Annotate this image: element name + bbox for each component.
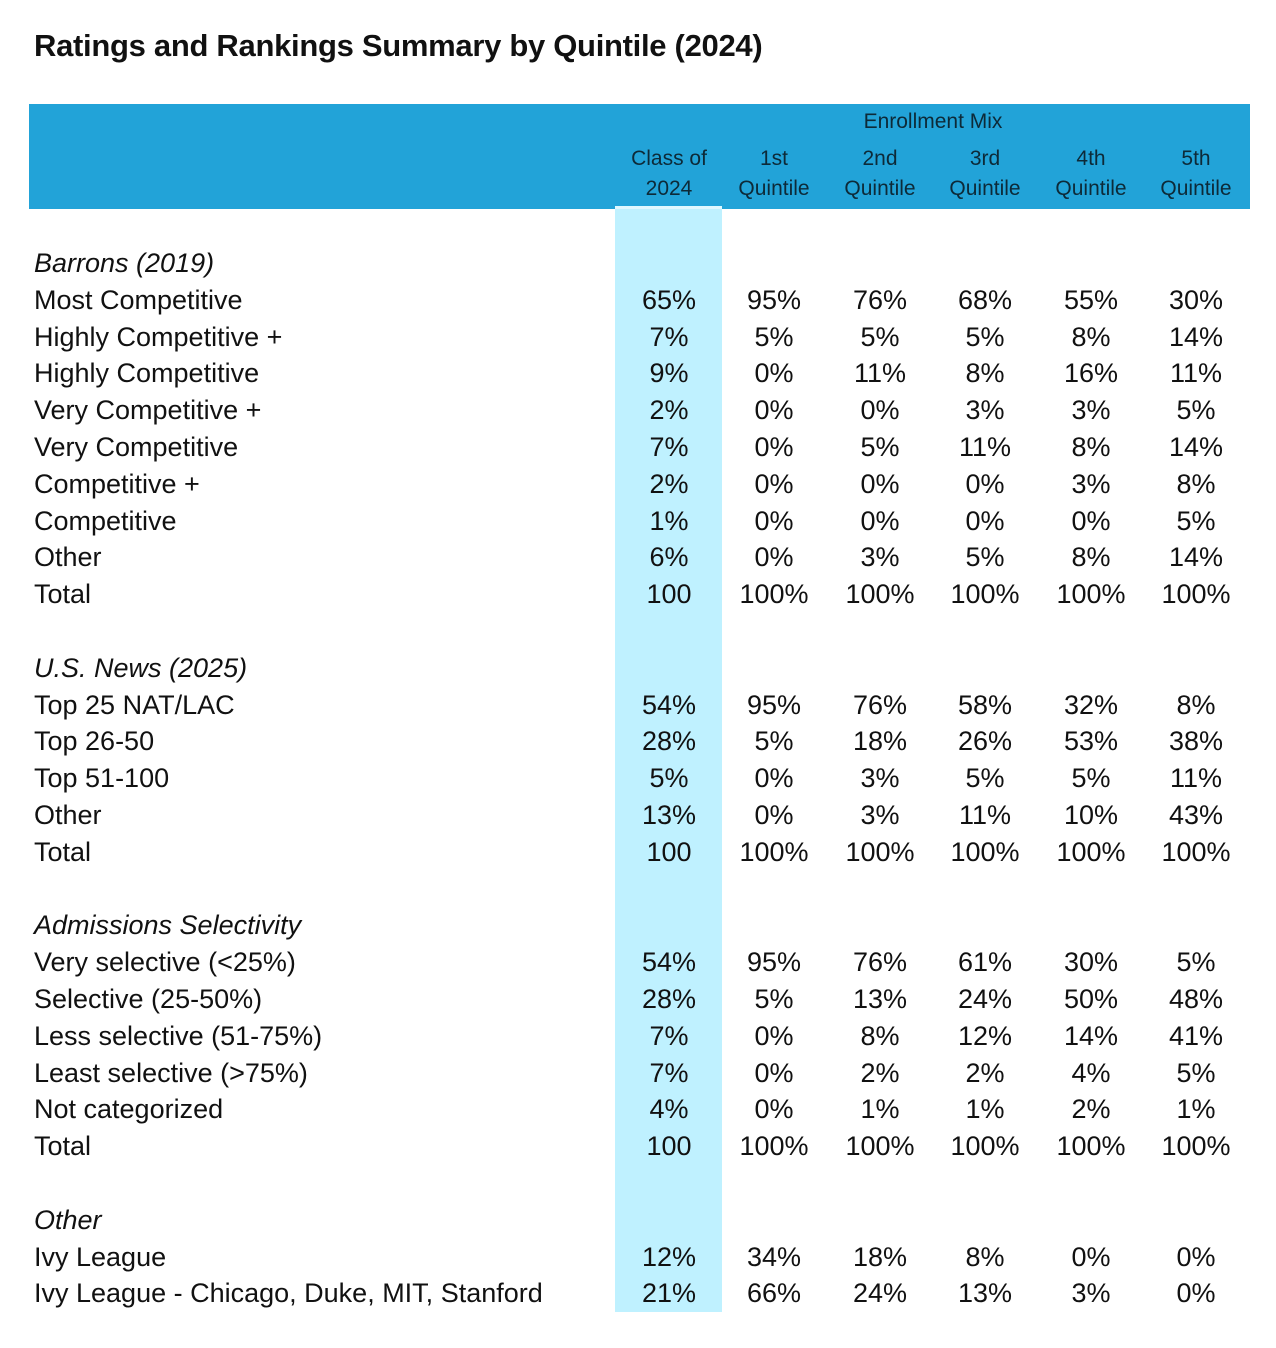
table-cell: 7% (649, 1057, 689, 1088)
table-row (0, 432, 1276, 469)
table-cell: 34% (746, 1241, 802, 1272)
table-cell: 28% (641, 984, 697, 1014)
table-cell: 5% (965, 763, 1005, 794)
table-cell: 8% (1176, 689, 1216, 720)
table-cell: 24% (957, 984, 1013, 1014)
table-row (0, 837, 1276, 874)
table-cell: 14% (1168, 432, 1224, 462)
table-cell: 0% (754, 432, 794, 462)
table-cell: 65% (641, 284, 697, 315)
column-header (827, 144, 933, 204)
table-cell: 53% (1063, 726, 1119, 757)
table-cell: 5% (860, 432, 900, 462)
column-header-line2: Quintile (949, 177, 1021, 200)
table-row (0, 579, 1276, 616)
table-cell: 41% (1168, 1020, 1224, 1051)
table-cell: 1% (965, 1094, 1005, 1125)
table-cell: 100% (950, 836, 1020, 867)
table-cell: 14% (1063, 1020, 1119, 1051)
table-cell: 0% (754, 1020, 794, 1051)
table-cell: 32% (1063, 689, 1119, 720)
table-row (0, 542, 1276, 579)
table-cell: 100% (1161, 836, 1231, 867)
table-cell: 55% (1063, 284, 1119, 315)
column-header-line2: Quintile (1160, 177, 1232, 200)
section-heading: Admissions Selectivity (34, 910, 302, 941)
table-cell: 7% (649, 432, 689, 462)
table-cell: 2% (649, 395, 689, 426)
table-cell: 0% (754, 468, 794, 499)
table-cell: 48% (1168, 984, 1224, 1014)
table-cell: 1% (860, 1094, 900, 1125)
table-row (0, 1278, 1276, 1315)
table-cell: 3% (860, 763, 900, 794)
table-row (0, 947, 1276, 984)
table-cell: 16% (1063, 358, 1119, 389)
row-label: Competitive + (34, 468, 200, 499)
table-cell: 43% (1168, 800, 1224, 830)
table-cell: 5% (1176, 505, 1216, 536)
table-cell: 6% (649, 542, 689, 573)
table-cell: 7% (649, 321, 689, 352)
table-cell: 13% (641, 800, 697, 830)
table-cell: 0% (965, 505, 1005, 536)
table-row (0, 726, 1276, 763)
table-cell: 2% (860, 1057, 900, 1088)
table-cell: 5% (754, 984, 794, 1014)
table-cell: 100% (739, 579, 809, 610)
table-cell: 95% (746, 284, 802, 315)
table-cell: 0% (860, 505, 900, 536)
row-label: Most Competitive (34, 284, 243, 315)
table-cell: 100% (1056, 836, 1126, 867)
table-cell: 100% (950, 1131, 1020, 1162)
table-row (0, 1242, 1276, 1279)
table-cell: 68% (957, 284, 1013, 315)
table-cell: 76% (852, 689, 908, 720)
table-cell: 0% (860, 468, 900, 499)
table-cell: 66% (746, 1278, 802, 1309)
column-header (1038, 144, 1144, 204)
table-cell: 100% (1161, 1131, 1231, 1162)
column-header (721, 144, 827, 204)
table-title: Ratings and Rankings Summary by Quintile (2024) (34, 28, 763, 63)
table-row (0, 322, 1276, 359)
row-label: Top 25 NAT/LAC (34, 689, 235, 720)
table-cell: 5% (649, 763, 689, 794)
table-cell: 1% (1176, 1094, 1216, 1125)
table-cell: 100% (950, 579, 1020, 610)
table-cell: 54% (641, 947, 697, 978)
table-cell: 58% (957, 689, 1013, 720)
table-cell: 5% (1176, 947, 1216, 978)
table-cell: 0% (754, 542, 794, 573)
table-cell: 11% (1169, 763, 1223, 794)
table-cell: 76% (852, 284, 908, 315)
column-header (616, 144, 722, 204)
table-cell: 3% (1071, 395, 1111, 426)
table-cell: 3% (1071, 468, 1111, 499)
table-row (0, 469, 1276, 506)
table-cell: 38% (1168, 726, 1224, 757)
table-cell: 0% (754, 358, 794, 389)
column-header-line1: 3rd (969, 147, 1001, 170)
row-label: Very Competitive (34, 432, 239, 462)
table-cell: 50% (1063, 984, 1119, 1014)
table-cell: 8% (1071, 321, 1111, 352)
table-cell: 100% (845, 579, 915, 610)
column-header-line2: Quintile (1055, 177, 1127, 200)
table-cell: 100% (1056, 1131, 1126, 1162)
table-row (0, 800, 1276, 837)
section-heading-row (0, 248, 1276, 285)
table-cell: 0% (860, 395, 900, 426)
table-row (0, 984, 1276, 1021)
table-cell: 30% (1168, 284, 1224, 315)
column-header-line2: Quintile (738, 177, 810, 200)
table-row (0, 1058, 1276, 1095)
table-cell: 100 (646, 579, 692, 610)
table-row (0, 1131, 1276, 1168)
row-label: Top 26-50 (34, 726, 155, 757)
row-label: Very Competitive + (34, 395, 262, 426)
column-header (932, 144, 1038, 204)
table-row (0, 285, 1276, 322)
table-cell: 8% (860, 1020, 900, 1051)
row-label: Least selective (>75%) (34, 1057, 308, 1088)
table-cell: 5% (1071, 763, 1111, 794)
table-cell: 100% (1161, 579, 1231, 610)
table-cell: 9% (649, 358, 689, 389)
table-cell: 0% (754, 1094, 794, 1125)
row-label: Total (34, 579, 92, 610)
table-cell: 2% (649, 468, 689, 499)
table-cell: 11% (1169, 358, 1223, 389)
table-cell: 5% (860, 321, 900, 352)
table-cell: 8% (1176, 468, 1216, 499)
table-cell: 100 (646, 1131, 692, 1162)
table-cell: 30% (1063, 947, 1119, 978)
table-cell: 18% (852, 1241, 908, 1272)
table-row (0, 395, 1276, 432)
table-cell: 0% (1071, 1241, 1111, 1272)
table-cell: 3% (860, 542, 900, 573)
row-label: Very selective (<25%) (34, 947, 296, 978)
row-label: Top 51-100 (34, 763, 170, 794)
table-cell: 0% (1176, 1241, 1216, 1272)
column-header-line1: 2nd (862, 147, 898, 170)
table-cell: 8% (965, 1241, 1005, 1272)
table-row (0, 763, 1276, 800)
row-label: Total (34, 836, 92, 867)
table-cell: 4% (1071, 1057, 1111, 1088)
table-row (0, 1094, 1276, 1131)
table-cell: 8% (965, 358, 1005, 389)
enrollment-mix-label: Enrollment Mix (863, 110, 1003, 133)
table-cell: 5% (754, 321, 794, 352)
column-header-line1: 1st (759, 147, 788, 170)
row-label: Other (34, 800, 102, 830)
table-row (0, 506, 1276, 543)
table-cell: 28% (641, 726, 697, 757)
table-cell: 8% (1071, 542, 1111, 573)
table-cell: 7% (649, 1020, 689, 1051)
row-label: Highly Competitive (34, 358, 260, 389)
highlight-top-edge (615, 206, 722, 209)
column-header (1143, 144, 1249, 204)
table-cell: 5% (965, 321, 1005, 352)
table-row (0, 358, 1276, 395)
table-row (0, 1021, 1276, 1058)
table-cell: 21% (641, 1278, 697, 1309)
table-cell: 100% (1056, 579, 1126, 610)
table-cell: 2% (1071, 1094, 1111, 1125)
section-heading-row (0, 910, 1276, 947)
table-cell: 95% (746, 947, 802, 978)
table-cell: 3% (1071, 1278, 1111, 1309)
table-cell: 0% (754, 395, 794, 426)
table-cell: 0% (754, 1057, 794, 1088)
table-cell: 3% (965, 395, 1005, 426)
table-cell: 0% (1071, 505, 1111, 536)
section-heading: U.S. News (2025) (34, 652, 248, 683)
table-cell: 26% (957, 726, 1013, 757)
table-cell: 12% (957, 1020, 1013, 1051)
row-label: Competitive (34, 505, 177, 536)
column-header-line1: Class of (631, 147, 707, 170)
row-label: Ivy League (34, 1241, 167, 1272)
table-cell: 12% (641, 1241, 697, 1272)
section-heading: Barrons (2019) (34, 248, 215, 278)
table-cell: 54% (641, 689, 697, 720)
column-header-line2: Quintile (844, 177, 916, 200)
table-cell: 24% (852, 1278, 908, 1309)
table-cell: 11% (958, 800, 1012, 830)
table-cell: 100 (646, 836, 692, 867)
table-cell: 11% (853, 358, 907, 389)
section-heading: Other (34, 1204, 102, 1235)
table-cell: 5% (965, 542, 1005, 573)
table-cell: 1% (649, 505, 689, 536)
table-cell: 61% (957, 947, 1013, 978)
table-cell: 0% (754, 505, 794, 536)
column-header-line1: 4th (1076, 147, 1106, 170)
table-cell: 95% (746, 689, 802, 720)
row-label: Highly Competitive + (34, 321, 283, 352)
table-cell: 8% (1071, 432, 1111, 462)
table-cell: 100% (739, 836, 809, 867)
table-cell: 10% (1063, 800, 1119, 830)
section-heading-row (0, 1205, 1276, 1242)
table-cell: 0% (754, 800, 794, 830)
table-row (0, 690, 1276, 727)
table-cell: 11% (958, 432, 1012, 462)
table-cell: 3% (860, 800, 900, 830)
table-cell: 14% (1168, 321, 1224, 352)
table-cell: 13% (852, 984, 908, 1014)
table-cell: 14% (1168, 542, 1224, 573)
row-label: Not categorized (34, 1094, 224, 1125)
table-cell: 13% (957, 1278, 1013, 1309)
row-label: Other (34, 542, 102, 573)
section-heading-row (0, 653, 1276, 690)
row-label: Selective (25-50%) (34, 984, 263, 1014)
table-cell: 0% (965, 468, 1005, 499)
table-cell: 100% (845, 1131, 915, 1162)
row-label: Less selective (51-75%) (34, 1020, 323, 1051)
table-cell: 5% (1176, 1057, 1216, 1088)
table-cell: 5% (1176, 395, 1216, 426)
table-cell: 100% (845, 836, 915, 867)
table-cell: 2% (965, 1057, 1005, 1088)
column-header-line1: 5th (1181, 147, 1211, 170)
table-cell: 76% (852, 947, 908, 978)
table-cell: 18% (852, 726, 908, 757)
table-cell: 100% (739, 1131, 809, 1162)
row-label: Total (34, 1131, 92, 1162)
table-cell: 0% (1176, 1278, 1216, 1309)
table-cell: 0% (754, 763, 794, 794)
table-cell: 5% (754, 726, 794, 757)
column-header-line2: 2024 (645, 177, 693, 200)
table-cell: 4% (649, 1094, 689, 1125)
row-label: Ivy League - Chicago, Duke, MIT, Stanford (34, 1278, 543, 1309)
